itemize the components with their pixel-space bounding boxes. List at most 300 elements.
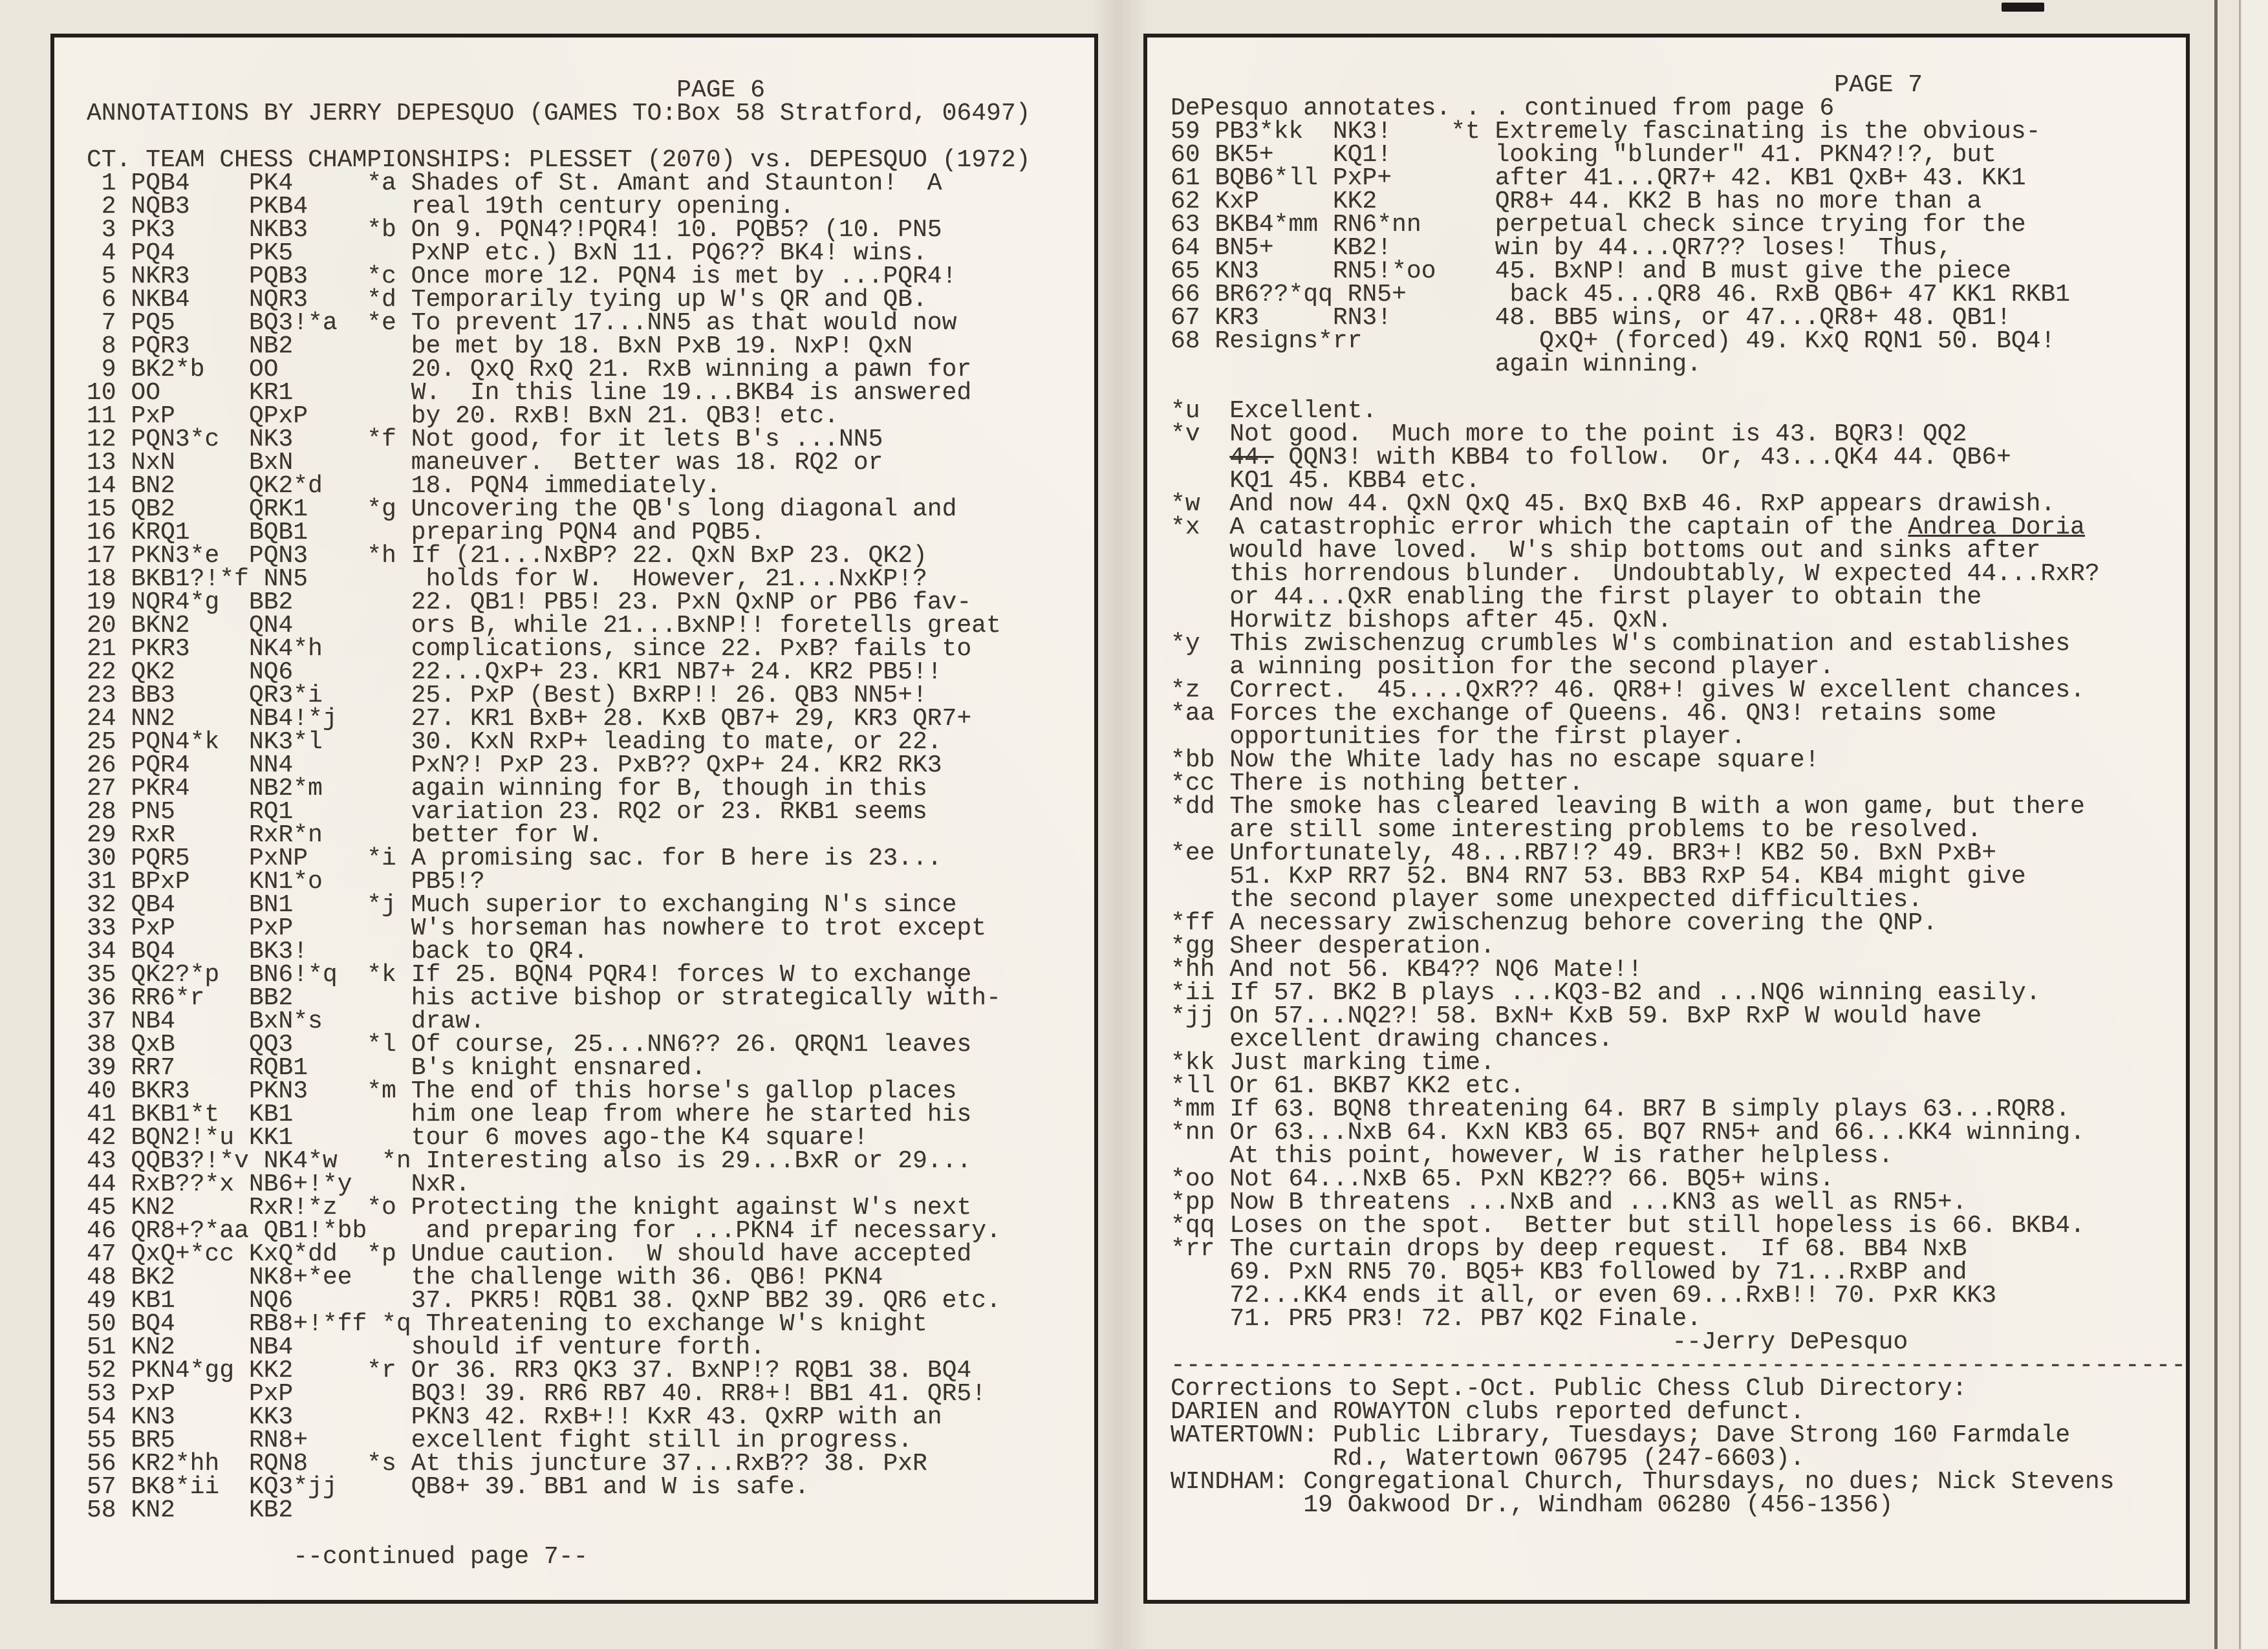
note-text: If (21...NxBP? 22. QxN BxP 23. QK2) bbox=[411, 542, 927, 570]
white-move: PQN4*k bbox=[131, 728, 220, 756]
note-marker bbox=[382, 568, 411, 591]
black-move: NB4 bbox=[248, 1333, 294, 1361]
black-move: KK1 bbox=[248, 1124, 294, 1152]
game-line bbox=[87, 1054, 1094, 1082]
game-line bbox=[87, 265, 1094, 288]
note-line bbox=[1171, 1214, 2186, 1238]
move-number: 58 bbox=[87, 1496, 116, 1524]
game-line bbox=[87, 588, 1094, 616]
black-move: NK4*h bbox=[248, 635, 323, 663]
text-line bbox=[1171, 1398, 2186, 1426]
note-marker: *gg bbox=[1171, 932, 1215, 960]
paper-edge-strip bbox=[2242, 0, 2268, 1649]
move-number: 26 bbox=[87, 751, 116, 779]
black-move: PxNP bbox=[248, 845, 308, 872]
note-text: tour 6 moves ago-the K4 square! bbox=[411, 1124, 869, 1152]
move-number: 21 bbox=[87, 635, 116, 663]
text-line bbox=[1171, 1377, 2186, 1401]
white-move: QR8+?*aa bbox=[131, 1217, 249, 1245]
white-move: RR6*r bbox=[131, 984, 205, 1012]
move-number: 32 bbox=[87, 891, 116, 919]
white-move: QK2?*p bbox=[131, 961, 220, 989]
move-number: 28 bbox=[87, 798, 116, 826]
move-number: 64 bbox=[1171, 234, 1200, 262]
note-text: draw. bbox=[411, 1008, 485, 1035]
white-move: KN3 bbox=[1215, 257, 1259, 285]
white-move: PQR4 bbox=[131, 751, 190, 779]
white-move: PxP bbox=[131, 402, 175, 430]
note-text: Extremely fascinating is the obvious- bbox=[1495, 118, 2041, 146]
black-move: RxR*n bbox=[248, 821, 323, 849]
note-line bbox=[1171, 560, 2186, 588]
black-move bbox=[1377, 330, 1480, 353]
note-marker bbox=[367, 1336, 396, 1359]
note-marker bbox=[1451, 260, 1480, 283]
note-marker bbox=[1465, 283, 1495, 307]
text: Rd., Watertown 06795 (247-6603). bbox=[1171, 1445, 1805, 1472]
game-line bbox=[1171, 120, 2186, 144]
note-text: looking "blunder" 41. PKN4?!?, but bbox=[1495, 141, 1996, 169]
note-marker bbox=[367, 661, 396, 684]
note-marker: *z bbox=[1171, 676, 1200, 704]
white-move: PxP bbox=[131, 914, 175, 942]
note-text: would have loved. W's ship bottoms out and sinks after bbox=[1229, 537, 2041, 565]
note-marker: *v bbox=[1171, 420, 1200, 448]
text: 19 Oakwood Dr., Windham 06280 (456-1356) bbox=[1171, 1491, 1894, 1519]
page7-corrections bbox=[1171, 1377, 2186, 1517]
note-text: Shades of St. Amant and Staunton! A bbox=[411, 169, 942, 197]
black-move: PK5 bbox=[248, 239, 294, 267]
move-number: 4 bbox=[101, 239, 116, 267]
note-marker bbox=[367, 1173, 396, 1196]
note-text: 71. PR5 PR3! 72. PB7 KQ2 Finale. bbox=[1229, 1305, 1701, 1333]
note-line bbox=[1171, 865, 2186, 889]
game-line bbox=[87, 1473, 1094, 1501]
note-line bbox=[1171, 839, 2186, 867]
note-text: PKN3 42. RxB+!! KxR 43. QxRP with an bbox=[411, 1403, 942, 1431]
move-number: 38 bbox=[87, 1031, 116, 1059]
white-move: BR5 bbox=[131, 1427, 175, 1454]
move-number: 20 bbox=[87, 612, 116, 640]
note-marker: *b bbox=[367, 216, 396, 244]
note-marker bbox=[1171, 539, 1215, 563]
note-text: preparing PQN4 and PQB5. bbox=[411, 519, 765, 546]
move-number: 50 bbox=[87, 1310, 116, 1338]
black-move: RN3! bbox=[1332, 304, 1392, 332]
note-text: NxR. bbox=[411, 1170, 470, 1198]
black-move: NQ6 bbox=[248, 658, 294, 686]
note-marker bbox=[1495, 330, 1525, 353]
page7-annotations bbox=[1171, 397, 2186, 1333]
black-move: KxQ*dd bbox=[248, 1240, 338, 1268]
move-number: 46 bbox=[87, 1217, 116, 1245]
note-text: Just marking time. bbox=[1229, 1049, 1495, 1077]
note-marker: *qq bbox=[1171, 1212, 1215, 1240]
move-number: 27 bbox=[87, 775, 116, 803]
black-move bbox=[1333, 353, 1436, 376]
game-line bbox=[87, 1333, 1094, 1361]
white-move: BQ4 bbox=[131, 1310, 175, 1338]
note-line bbox=[1171, 886, 2186, 914]
note-marker bbox=[1451, 190, 1480, 213]
game-line bbox=[87, 614, 1094, 638]
note-text: Now the White lady has no escape square! bbox=[1229, 746, 1820, 774]
text: DARIEN and ROWAYTON clubs reported defunct. bbox=[1171, 1398, 1805, 1426]
white-move: BPxP bbox=[131, 868, 190, 896]
game-line bbox=[87, 821, 1094, 849]
note-marker bbox=[367, 707, 396, 731]
white-move: PKR4 bbox=[131, 775, 190, 803]
note-line bbox=[1171, 723, 2186, 751]
move-number: 3 bbox=[101, 216, 116, 244]
page-6 bbox=[50, 34, 1098, 1604]
white-move: BK2*b bbox=[131, 356, 205, 383]
note-text: BQ3! 39. RR6 RB7 40. RR8+! BB1 41. QR5! bbox=[411, 1380, 986, 1408]
note-marker bbox=[367, 1406, 396, 1429]
text-line bbox=[1171, 1447, 2186, 1471]
move-number: 34 bbox=[87, 938, 116, 965]
move-number: 61 bbox=[1171, 164, 1200, 192]
note-text: Horwitz bishops after 45. QxN. bbox=[1229, 607, 1672, 634]
page7-label: PAGE 7 bbox=[1834, 71, 1923, 99]
note-text: or 44...QxR enabling the first player to obtain the bbox=[1229, 583, 1982, 611]
white-move: NQB3 bbox=[131, 193, 190, 221]
page-gutter-shadow bbox=[1093, 0, 1149, 1649]
white-move: Resigns*rr bbox=[1215, 327, 1363, 355]
game-line bbox=[87, 635, 1094, 663]
game-line bbox=[1171, 164, 2186, 192]
text: WATERTOWN: Public Library, Tuesdays; Dave Strong 160 Farmdale bbox=[1171, 1421, 2071, 1449]
note-text: Much superior to exchanging N's since bbox=[411, 891, 957, 919]
black-move: KK2 bbox=[1332, 188, 1377, 215]
game-line bbox=[1171, 234, 2186, 262]
black-move: NK3! bbox=[1332, 118, 1392, 146]
black-move: NB2*m bbox=[248, 775, 323, 803]
note-marker bbox=[367, 638, 396, 661]
note-text: his active bishop or strategically with- bbox=[411, 984, 1001, 1012]
game-line bbox=[1171, 190, 2186, 213]
white-move: BKB1?!*f bbox=[131, 565, 249, 593]
note-marker bbox=[367, 614, 396, 638]
move-number: 63 bbox=[1171, 211, 1200, 239]
game-line bbox=[87, 658, 1094, 686]
game-line bbox=[87, 777, 1094, 801]
game-line bbox=[87, 1359, 1094, 1383]
note-text: There is nothing better. bbox=[1229, 770, 1584, 797]
note-line bbox=[1171, 1051, 2186, 1075]
page7-divider: ------------------------------------------------------------------ bbox=[1171, 1352, 2187, 1379]
note-marker: *ii bbox=[1171, 979, 1215, 1007]
note-text: Not good, for it lets B's ...NN5 bbox=[411, 426, 883, 453]
game-line bbox=[1171, 304, 2186, 332]
note-text: 72...KK4 ends it all, or even 69...RxB!! 70. PxR KK3 bbox=[1229, 1282, 1996, 1310]
black-move: BQ3!*a bbox=[248, 309, 338, 337]
note-line bbox=[1171, 539, 2186, 563]
note-marker: *s bbox=[367, 1450, 396, 1478]
move-number: 22 bbox=[87, 658, 116, 686]
white-move: KxP bbox=[1215, 188, 1259, 215]
note-line bbox=[1171, 746, 2186, 774]
move-number: 16 bbox=[87, 519, 116, 546]
game-line bbox=[87, 1266, 1094, 1289]
note-line bbox=[1171, 1142, 2186, 1170]
white-move: RR7 bbox=[131, 1054, 175, 1082]
note-text: KQ1 45. KBB4 etc. bbox=[1229, 467, 1480, 495]
black-move: QB1!*bb bbox=[263, 1217, 367, 1245]
white-move: KN2 bbox=[131, 1333, 175, 1361]
black-move: QN4 bbox=[248, 612, 294, 640]
black-move: RN5!*oo bbox=[1332, 257, 1436, 285]
game-line bbox=[87, 379, 1094, 407]
note-marker: *oo bbox=[1171, 1165, 1215, 1193]
note-text: Or 36. RR3 QK3 37. BxNP!? RQB1 38. BQ4 bbox=[411, 1357, 972, 1385]
scan-artifact-mark bbox=[2002, 3, 2044, 12]
note-line bbox=[1171, 1028, 2186, 1051]
note-marker bbox=[367, 1476, 396, 1499]
black-move: BK3! bbox=[248, 938, 308, 965]
note-marker: *kk bbox=[1171, 1049, 1215, 1077]
white-move: KR3 bbox=[1215, 304, 1259, 332]
note-marker bbox=[367, 801, 396, 824]
note-marker: *mm bbox=[1171, 1095, 1215, 1123]
note-marker bbox=[1451, 237, 1480, 260]
game-line bbox=[87, 216, 1094, 244]
move-number: 51 bbox=[87, 1333, 116, 1361]
white-move: NKR3 bbox=[131, 263, 190, 290]
move-number: 25 bbox=[87, 728, 116, 756]
game-line bbox=[87, 565, 1094, 593]
move-number: 44 bbox=[87, 1170, 116, 1198]
white-move: NN2 bbox=[131, 705, 175, 733]
note-text: the challenge with 36. QB6! PKN4 bbox=[411, 1264, 883, 1291]
move-number: 66 bbox=[1171, 281, 1200, 308]
note-text: W's horseman has nowhere to trot except bbox=[411, 914, 986, 942]
note-marker: *m bbox=[367, 1077, 396, 1105]
note-marker: *g bbox=[367, 495, 396, 523]
page6-match-line: CT. TEAM CHESS CHAMPIONSHIPS: PLESSET (2070) vs. DEPESQUO (1972) bbox=[87, 146, 1031, 174]
move-number: 1 bbox=[101, 169, 116, 197]
move-number: 39 bbox=[87, 1054, 116, 1082]
note-marker bbox=[1171, 1028, 1215, 1051]
note-text: 20. QxQ RxQ 21. RxB winning a pawn for bbox=[411, 356, 972, 383]
note-marker: *h bbox=[367, 542, 396, 570]
note-marker bbox=[367, 917, 396, 940]
move-number: 54 bbox=[87, 1403, 116, 1431]
game-line bbox=[87, 358, 1094, 382]
white-move: PKN3*e bbox=[131, 542, 220, 570]
note-marker bbox=[382, 1220, 411, 1243]
note-text: ors B, while 21...BxNP!! foretells great bbox=[411, 612, 1001, 640]
black-move: RB8+!*ff bbox=[248, 1310, 367, 1338]
black-move: NK3 bbox=[248, 426, 294, 453]
note-marker bbox=[367, 591, 396, 614]
note-text: Threatening to exchange W's knight bbox=[426, 1310, 927, 1338]
note-text: 37. PKR5! RQB1 38. QxNP BB2 39. QR6 etc. bbox=[411, 1287, 1001, 1315]
white-move: PKR3 bbox=[131, 635, 190, 663]
game-line bbox=[87, 914, 1094, 942]
note-text: perpetual check since trying for the bbox=[1495, 211, 2026, 239]
note-line bbox=[1171, 1165, 2186, 1193]
move-number: 33 bbox=[87, 914, 116, 942]
note-marker bbox=[367, 684, 396, 707]
note-marker bbox=[367, 1383, 396, 1406]
note-marker bbox=[1171, 1145, 1215, 1168]
note-text: Excellent. bbox=[1229, 397, 1377, 425]
note-marker: *j bbox=[367, 891, 396, 919]
note-text: 22. QB1! PB5! 23. PxN QxNP or PB6 fav- bbox=[411, 588, 972, 616]
note-marker bbox=[367, 1010, 396, 1033]
game-line bbox=[1171, 141, 2186, 169]
move-number: 52 bbox=[87, 1357, 116, 1385]
black-move: KB1 bbox=[248, 1101, 294, 1128]
note-text: this horrendous blunder. Undoubtably, W expected 44...RxR? bbox=[1229, 560, 2100, 588]
note-text: The end of this horse's gallop places bbox=[411, 1077, 957, 1105]
move-number: 48 bbox=[87, 1264, 116, 1291]
note-marker bbox=[1171, 656, 1215, 679]
note-text: If 25. BQN4 PQR4! forces W to exchange bbox=[411, 961, 972, 989]
note-line bbox=[1171, 979, 2186, 1007]
move-number: 42 bbox=[87, 1124, 116, 1152]
note-marker: *a bbox=[367, 169, 396, 197]
note-line bbox=[1171, 609, 2186, 632]
move-number: 37 bbox=[87, 1008, 116, 1035]
note-text: by 20. RxB! BxN 21. QB3! etc. bbox=[411, 402, 839, 430]
move-number: 60 bbox=[1171, 141, 1200, 169]
black-move: RQ1 bbox=[248, 798, 294, 826]
black-move: NB6+!*y bbox=[248, 1170, 352, 1198]
text-line bbox=[1171, 1468, 2186, 1496]
white-move: KN3 bbox=[131, 1403, 175, 1431]
page6-label: PAGE 6 bbox=[676, 76, 765, 104]
note-text: better for W. bbox=[411, 821, 603, 849]
white-move: KR2*hh bbox=[131, 1450, 220, 1478]
note-text: Protecting the knight against W's next bbox=[411, 1194, 972, 1222]
note-text: And now 44. QxN QxQ 45. BxQ BxB 46. RxP appears drawish. bbox=[1229, 490, 2056, 518]
black-move: NK3*l bbox=[248, 728, 323, 756]
black-move: PxP bbox=[248, 1380, 294, 1408]
note-line bbox=[1171, 702, 2186, 726]
black-move: KB2 bbox=[248, 1496, 294, 1524]
note-marker: *w bbox=[1171, 490, 1200, 518]
black-move: RN8+ bbox=[248, 1427, 308, 1454]
note-marker: *c bbox=[367, 263, 396, 290]
note-marker bbox=[1171, 446, 1215, 469]
note-marker: *d bbox=[367, 286, 396, 314]
note-text: win by 44...QR7?? loses! Thus, bbox=[1495, 234, 1952, 262]
move-number: 24 bbox=[87, 705, 116, 733]
text: WINDHAM: Congregational Church, Thursdays, no dues; Nick Stevens bbox=[1171, 1468, 2115, 1496]
page6-game-body bbox=[87, 169, 1094, 1524]
note-text: Undue caution. W should have accepted bbox=[411, 1240, 972, 1268]
note-line bbox=[1171, 490, 2186, 518]
black-move: NK4*w bbox=[263, 1147, 338, 1175]
move-number: 23 bbox=[87, 682, 116, 709]
note-text: back 45...QR8 46. RxB QB6+ 47 KK1 RKB1 bbox=[1509, 281, 2070, 308]
note-line bbox=[1171, 446, 2186, 469]
note-marker: *pp bbox=[1171, 1189, 1215, 1216]
note-marker bbox=[1451, 144, 1480, 167]
move-number: 68 bbox=[1171, 327, 1200, 355]
note-marker bbox=[367, 870, 396, 894]
note-marker: *u bbox=[1171, 397, 1200, 425]
note-marker bbox=[1171, 1308, 1215, 1331]
note-marker: *x bbox=[1171, 513, 1200, 541]
game-line bbox=[87, 1033, 1094, 1057]
note-text: maneuver. Better was 18. RQ2 or bbox=[411, 449, 883, 477]
black-move: NB4!*j bbox=[248, 705, 338, 733]
note-text: A necessary zwischenzug behore covering the QNP. bbox=[1229, 909, 1938, 937]
note-marker: *f bbox=[367, 426, 396, 453]
move-number: 57 bbox=[87, 1473, 116, 1501]
white-move: PxP bbox=[131, 1380, 175, 1408]
black-move: RxR!*z bbox=[248, 1194, 338, 1222]
note-text: On 57...NQ2?! 58. BxN+ KxB 59. BxP RxP W would have bbox=[1229, 1002, 1982, 1030]
white-move: BN5+ bbox=[1215, 234, 1274, 262]
note-text: To prevent 17...NN5 as that would now bbox=[411, 309, 957, 337]
white-move: OO bbox=[131, 379, 160, 407]
note-marker bbox=[367, 1126, 396, 1150]
white-move bbox=[1215, 353, 1318, 376]
white-move: QQB3?!*v bbox=[131, 1147, 249, 1175]
note-text: complications, since 22. PxB? fails to bbox=[411, 635, 972, 663]
note-text: At this juncture 37...RxB?? 38. PxR bbox=[411, 1450, 927, 1478]
note-text: The smoke has cleared leaving B with a won game, but there bbox=[1229, 793, 2085, 821]
white-move: PQ4 bbox=[131, 239, 175, 267]
white-move: PKN4*gg bbox=[131, 1357, 235, 1385]
white-move: PQN3*c bbox=[131, 426, 220, 453]
white-move: BKN2 bbox=[131, 612, 190, 640]
page7-intro: DePesquo annotates. . . continued from page 6 bbox=[1171, 94, 1835, 122]
note-marker: *e bbox=[367, 309, 396, 337]
note-text: after 41...QR7+ 42. KB1 QxB+ 43. KK1 bbox=[1495, 164, 2026, 192]
note-text: At this point, however, W is rather helpless. bbox=[1229, 1142, 1894, 1170]
note-text: should if venture forth. bbox=[411, 1333, 765, 1361]
note-text: W. In this line 19...BKB4 is answered bbox=[411, 379, 972, 407]
game-line bbox=[87, 728, 1094, 756]
move-number: 30 bbox=[87, 845, 116, 872]
move-number: 43 bbox=[87, 1147, 116, 1175]
white-move: PQ5 bbox=[131, 309, 175, 337]
note-line bbox=[1171, 1191, 2186, 1214]
note-text: a winning position for the second player. bbox=[1229, 653, 1835, 681]
note-line bbox=[1171, 795, 2186, 819]
note-marker bbox=[1171, 469, 1215, 493]
note-text: 69. PxN RN5 70. BQ5+ KB3 followed by 71...RxBP and bbox=[1229, 1258, 1967, 1286]
note-text: him one leap from where he started his bbox=[411, 1101, 972, 1128]
black-move: NQR3 bbox=[248, 286, 308, 314]
note-marker bbox=[1171, 563, 1215, 586]
game-line bbox=[87, 451, 1094, 475]
game-line bbox=[87, 940, 1094, 964]
note-marker bbox=[367, 451, 396, 475]
note-text: PxNP etc.) BxN 11. PQ6?? BK4! wins. bbox=[411, 239, 927, 267]
note-marker: *dd bbox=[1171, 793, 1215, 821]
black-move: NN5 bbox=[263, 565, 308, 593]
black-move: BN1 bbox=[248, 891, 294, 919]
game-line bbox=[87, 402, 1094, 430]
note-marker bbox=[1171, 726, 1215, 749]
move-number: 9 bbox=[101, 356, 116, 383]
note-marker bbox=[367, 1429, 396, 1452]
note-line bbox=[1171, 1284, 2186, 1308]
black-move: PxP+ bbox=[1332, 164, 1392, 192]
note-marker: *ee bbox=[1171, 839, 1215, 867]
text: Corrections to Sept.-Oct. Public Chess Club Directory: bbox=[1171, 1375, 1967, 1403]
black-move: NB2 bbox=[248, 332, 294, 360]
note-text: 44. QQN3! with KBB4 to follow. Or, 43...QK4 44. QB6+ bbox=[1229, 444, 2011, 471]
black-move: BxN*s bbox=[248, 1008, 323, 1035]
note-line bbox=[1171, 676, 2186, 704]
